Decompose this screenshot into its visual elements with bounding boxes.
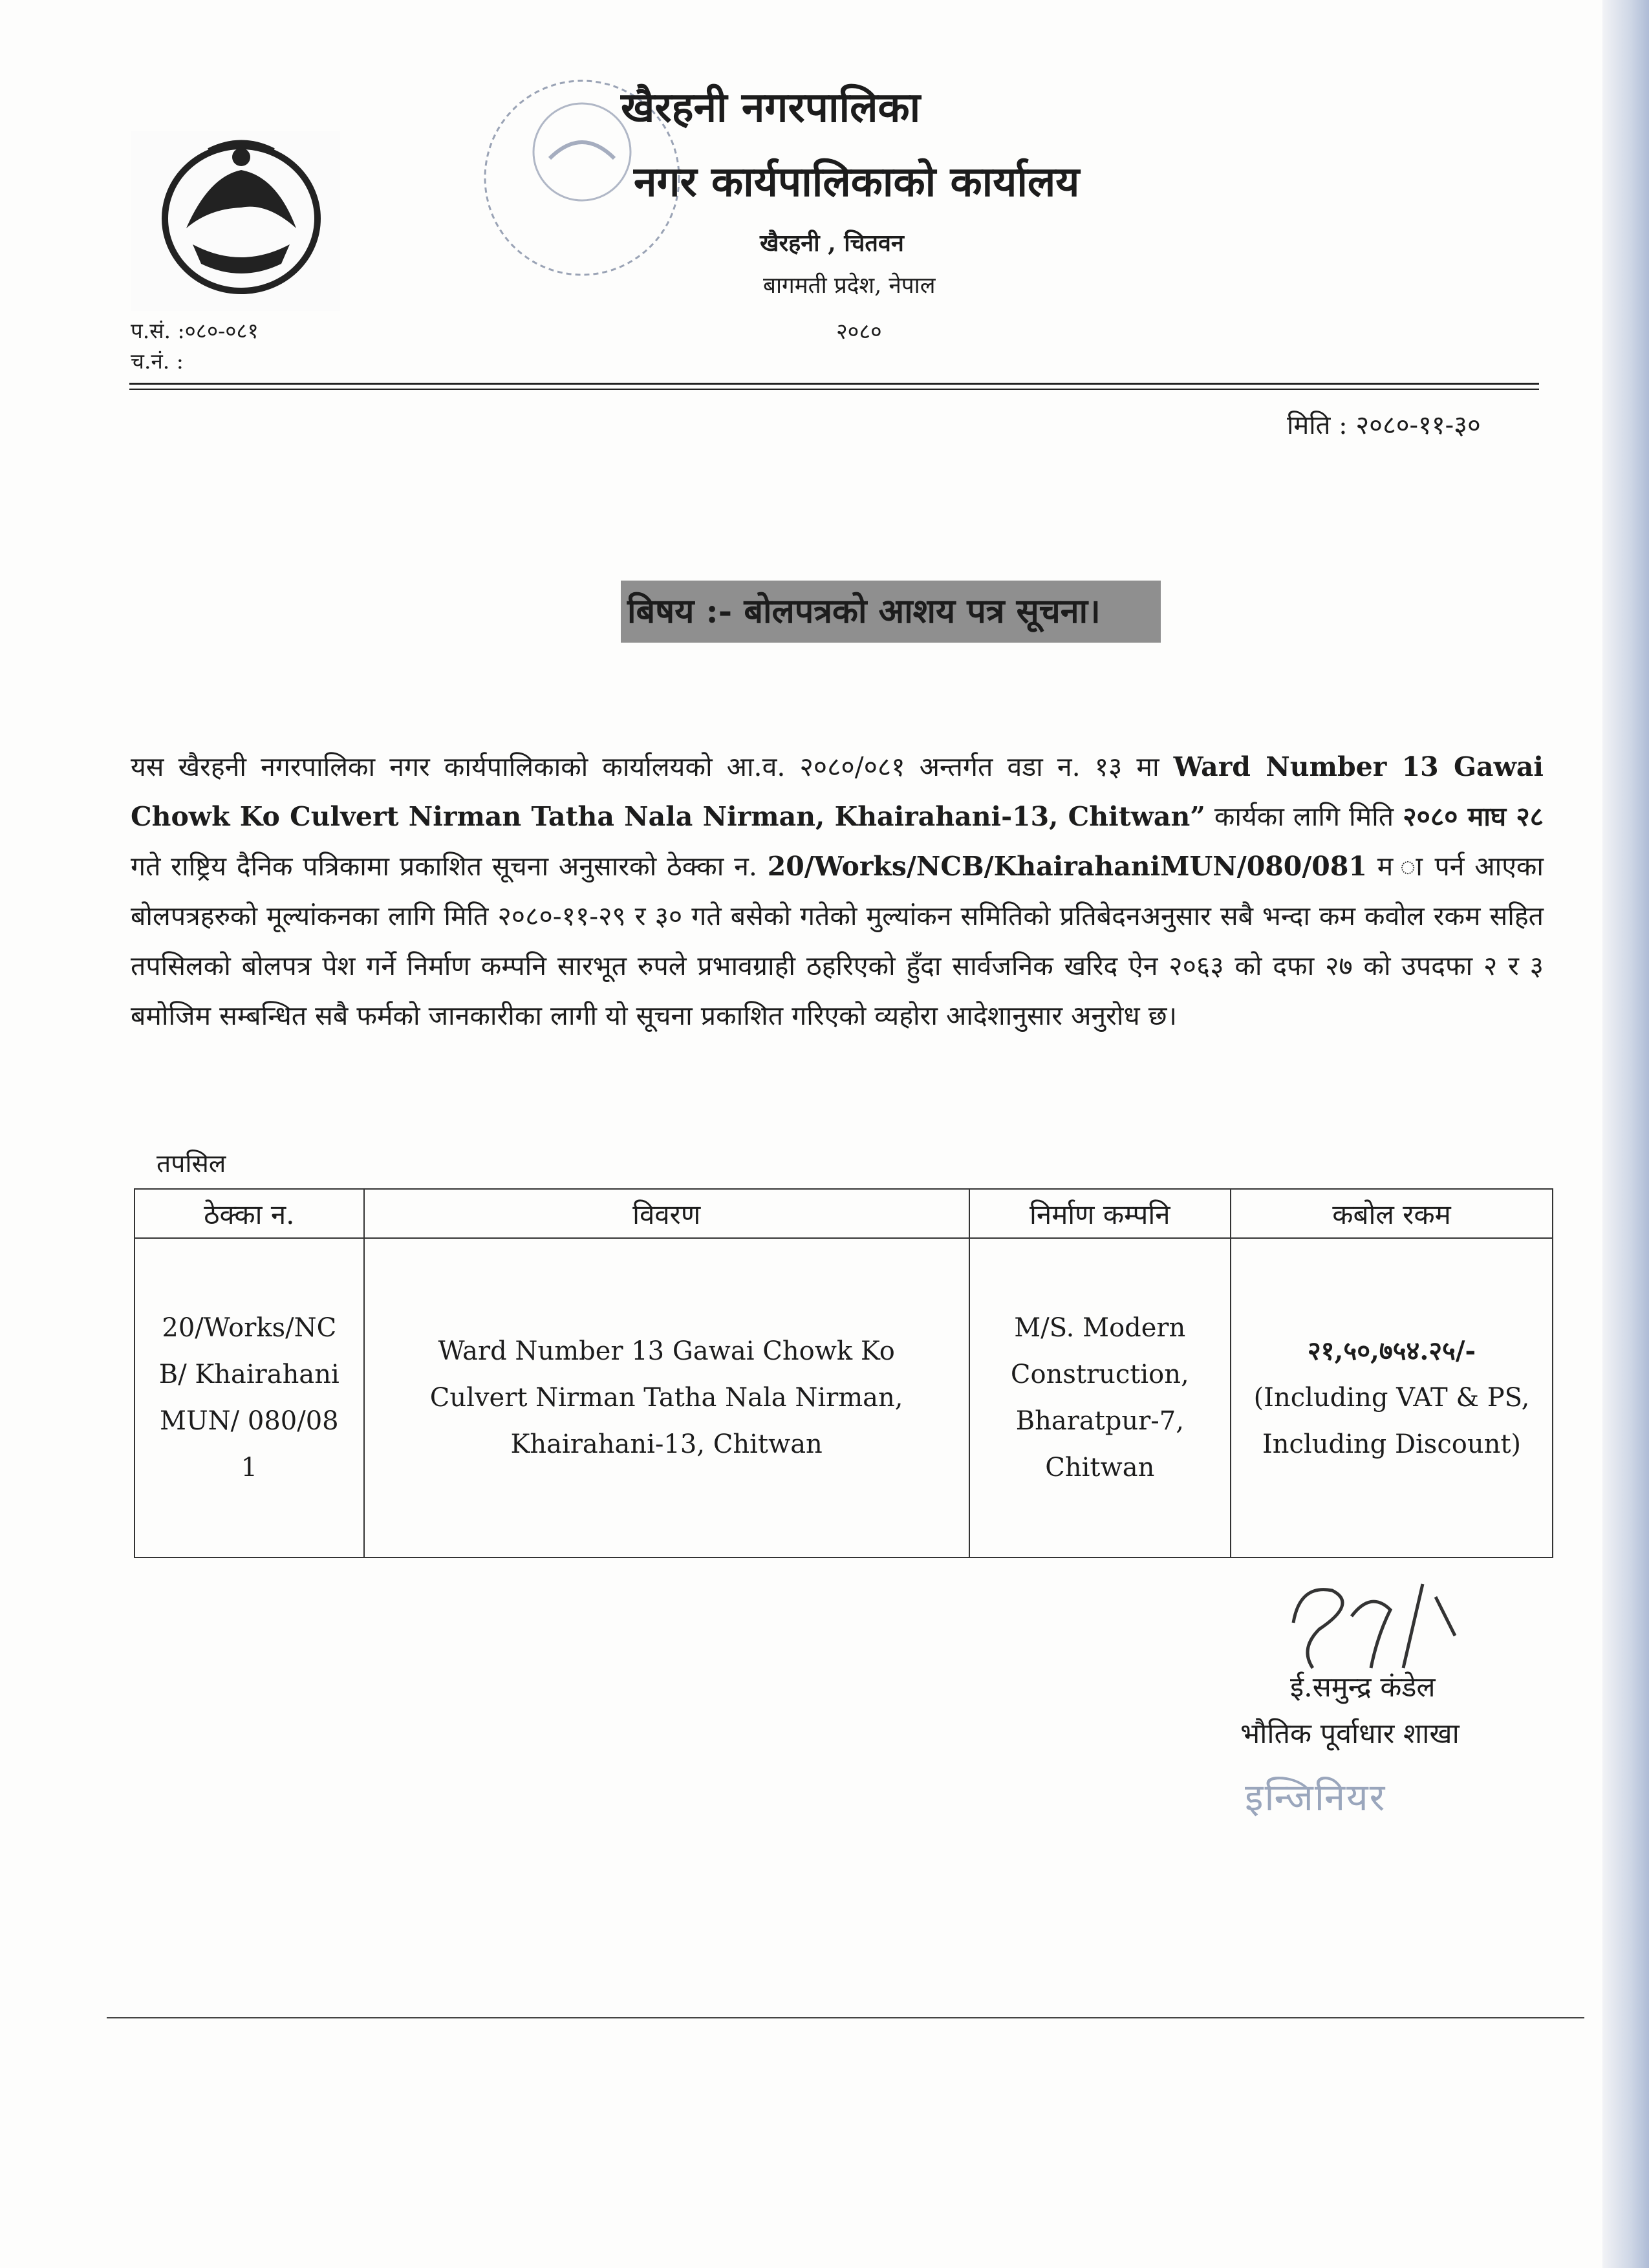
header-divider: [129, 383, 1539, 385]
body-publish-date: २०८० माघ २८: [1403, 801, 1544, 832]
header-company: निर्माण कम्पनि: [969, 1189, 1231, 1238]
table-caption: तपसिल: [156, 1150, 226, 1179]
body-contract-number: 20/Works/NCB/KhairahaniMUN/080/081: [767, 851, 1367, 882]
table-header-row: [135, 1189, 1553, 1238]
body-project-name: Ward Number 13 Gawai Chowk Ko Culvert Nirman Tatha Nala Nirman, Khairahani-13, Chitwan”: [131, 751, 1544, 832]
body-text-4: म ा पर्न आएका बोलपत्रहरुको मूल्यांकनका लागि मिति २०८०-११-२९ र ३० गते बसेको गतेको मुल्यांकन समितिको प्रतिबेदनअनुसार सबै भन्दा कम कवोल रकम सहित तपसिलको बोलपत्र पेश गर्ने निर्माण कम्पनि सारभूत रुपले प्रभावग्राही ठहरिएको हुँदा सार्वजनिक खरिद ऐन २०६३ को दफा २७ को उपदफा २ र ३ बमोजिम सम्बन्धित सबै फर्मको जानकारीका लागी यो सूचना प्रकाशित गरिएको व्यहोरा आदेशानुसार अनुरोध छ।: [131, 851, 1544, 1031]
signatory-department: भौतिक पूर्वाधार शाखा: [1240, 1718, 1460, 1750]
reference-number: प.सं. :०८०-०८१: [131, 318, 259, 343]
body-text-3: गते राष्ट्रिय दैनिक पत्रिकामा प्रकाशित सूचना अनुसारको ठेक्का न.: [131, 851, 768, 882]
amount-note: (Including VAT & PS, Including Discount): [1253, 1383, 1530, 1459]
office-name: नगर कार्यपालिकाको कार्यालय: [634, 158, 1080, 206]
table-row: [135, 1238, 1553, 1557]
bid-table: [134, 1188, 1553, 1558]
handwritten-signature: [1274, 1578, 1481, 1674]
description-text: Ward Number 13 Gawai Chowk Ko Culvert Nirman Tatha Nala Nirman, Khairahani-13, Chitwan: [429, 1336, 903, 1459]
office-province: बागमती प्रदेश, नेपाल: [763, 273, 936, 299]
header-contract-no: ठेक्का न.: [135, 1189, 364, 1238]
org-name: खैरहनी नगरपालिका: [621, 83, 921, 132]
subject-banner: बिषय :- बोलपत्रको आशय पत्र सूचना।: [621, 581, 1161, 643]
body-text-2: कार्यका लागि मिति: [1205, 801, 1403, 832]
contract-no-text: 20/Works/NCB/ KhairahaniMUN/ 080/081: [158, 1313, 339, 1482]
footer-divider: [107, 2017, 1584, 2018]
scan-edge: [1602, 0, 1649, 2268]
header-year: २०८०: [836, 319, 882, 345]
cell-description: [364, 1238, 969, 1557]
header-divider-thin: [129, 389, 1539, 390]
cell-amount: [1231, 1238, 1553, 1557]
nepal-emblem-icon: [131, 131, 340, 311]
body-text-1: यस खैरहनी नगरपालिका नगर कार्यपालिकाको कार्यालयको आ.व. २०८०/०८१ अन्तर्गत वडा न. १३ मा: [131, 751, 1174, 782]
letter-date: मिति : २०८०-११-३०: [1287, 411, 1481, 440]
signatory-name: ई.समुन्द्र कंडेल: [1290, 1671, 1436, 1704]
cell-contract-no: [135, 1238, 364, 1557]
header-description: विवरण: [364, 1189, 969, 1238]
notice-body: [131, 742, 1544, 1041]
cell-company: [969, 1238, 1231, 1557]
dispatch-number: च.नं. :: [131, 348, 184, 374]
bid-amount: २१,५०,७५४.२५/-: [1307, 1336, 1476, 1366]
header-amount: कबोल रकम: [1231, 1189, 1553, 1238]
office-location: खैरहनी , चितवन: [760, 230, 904, 257]
company-text: M/S. Modern Construction, Bharatpur-7, Chitwan: [1010, 1313, 1189, 1482]
engineer-stamp: इन्जिनियर: [1245, 1775, 1386, 1819]
